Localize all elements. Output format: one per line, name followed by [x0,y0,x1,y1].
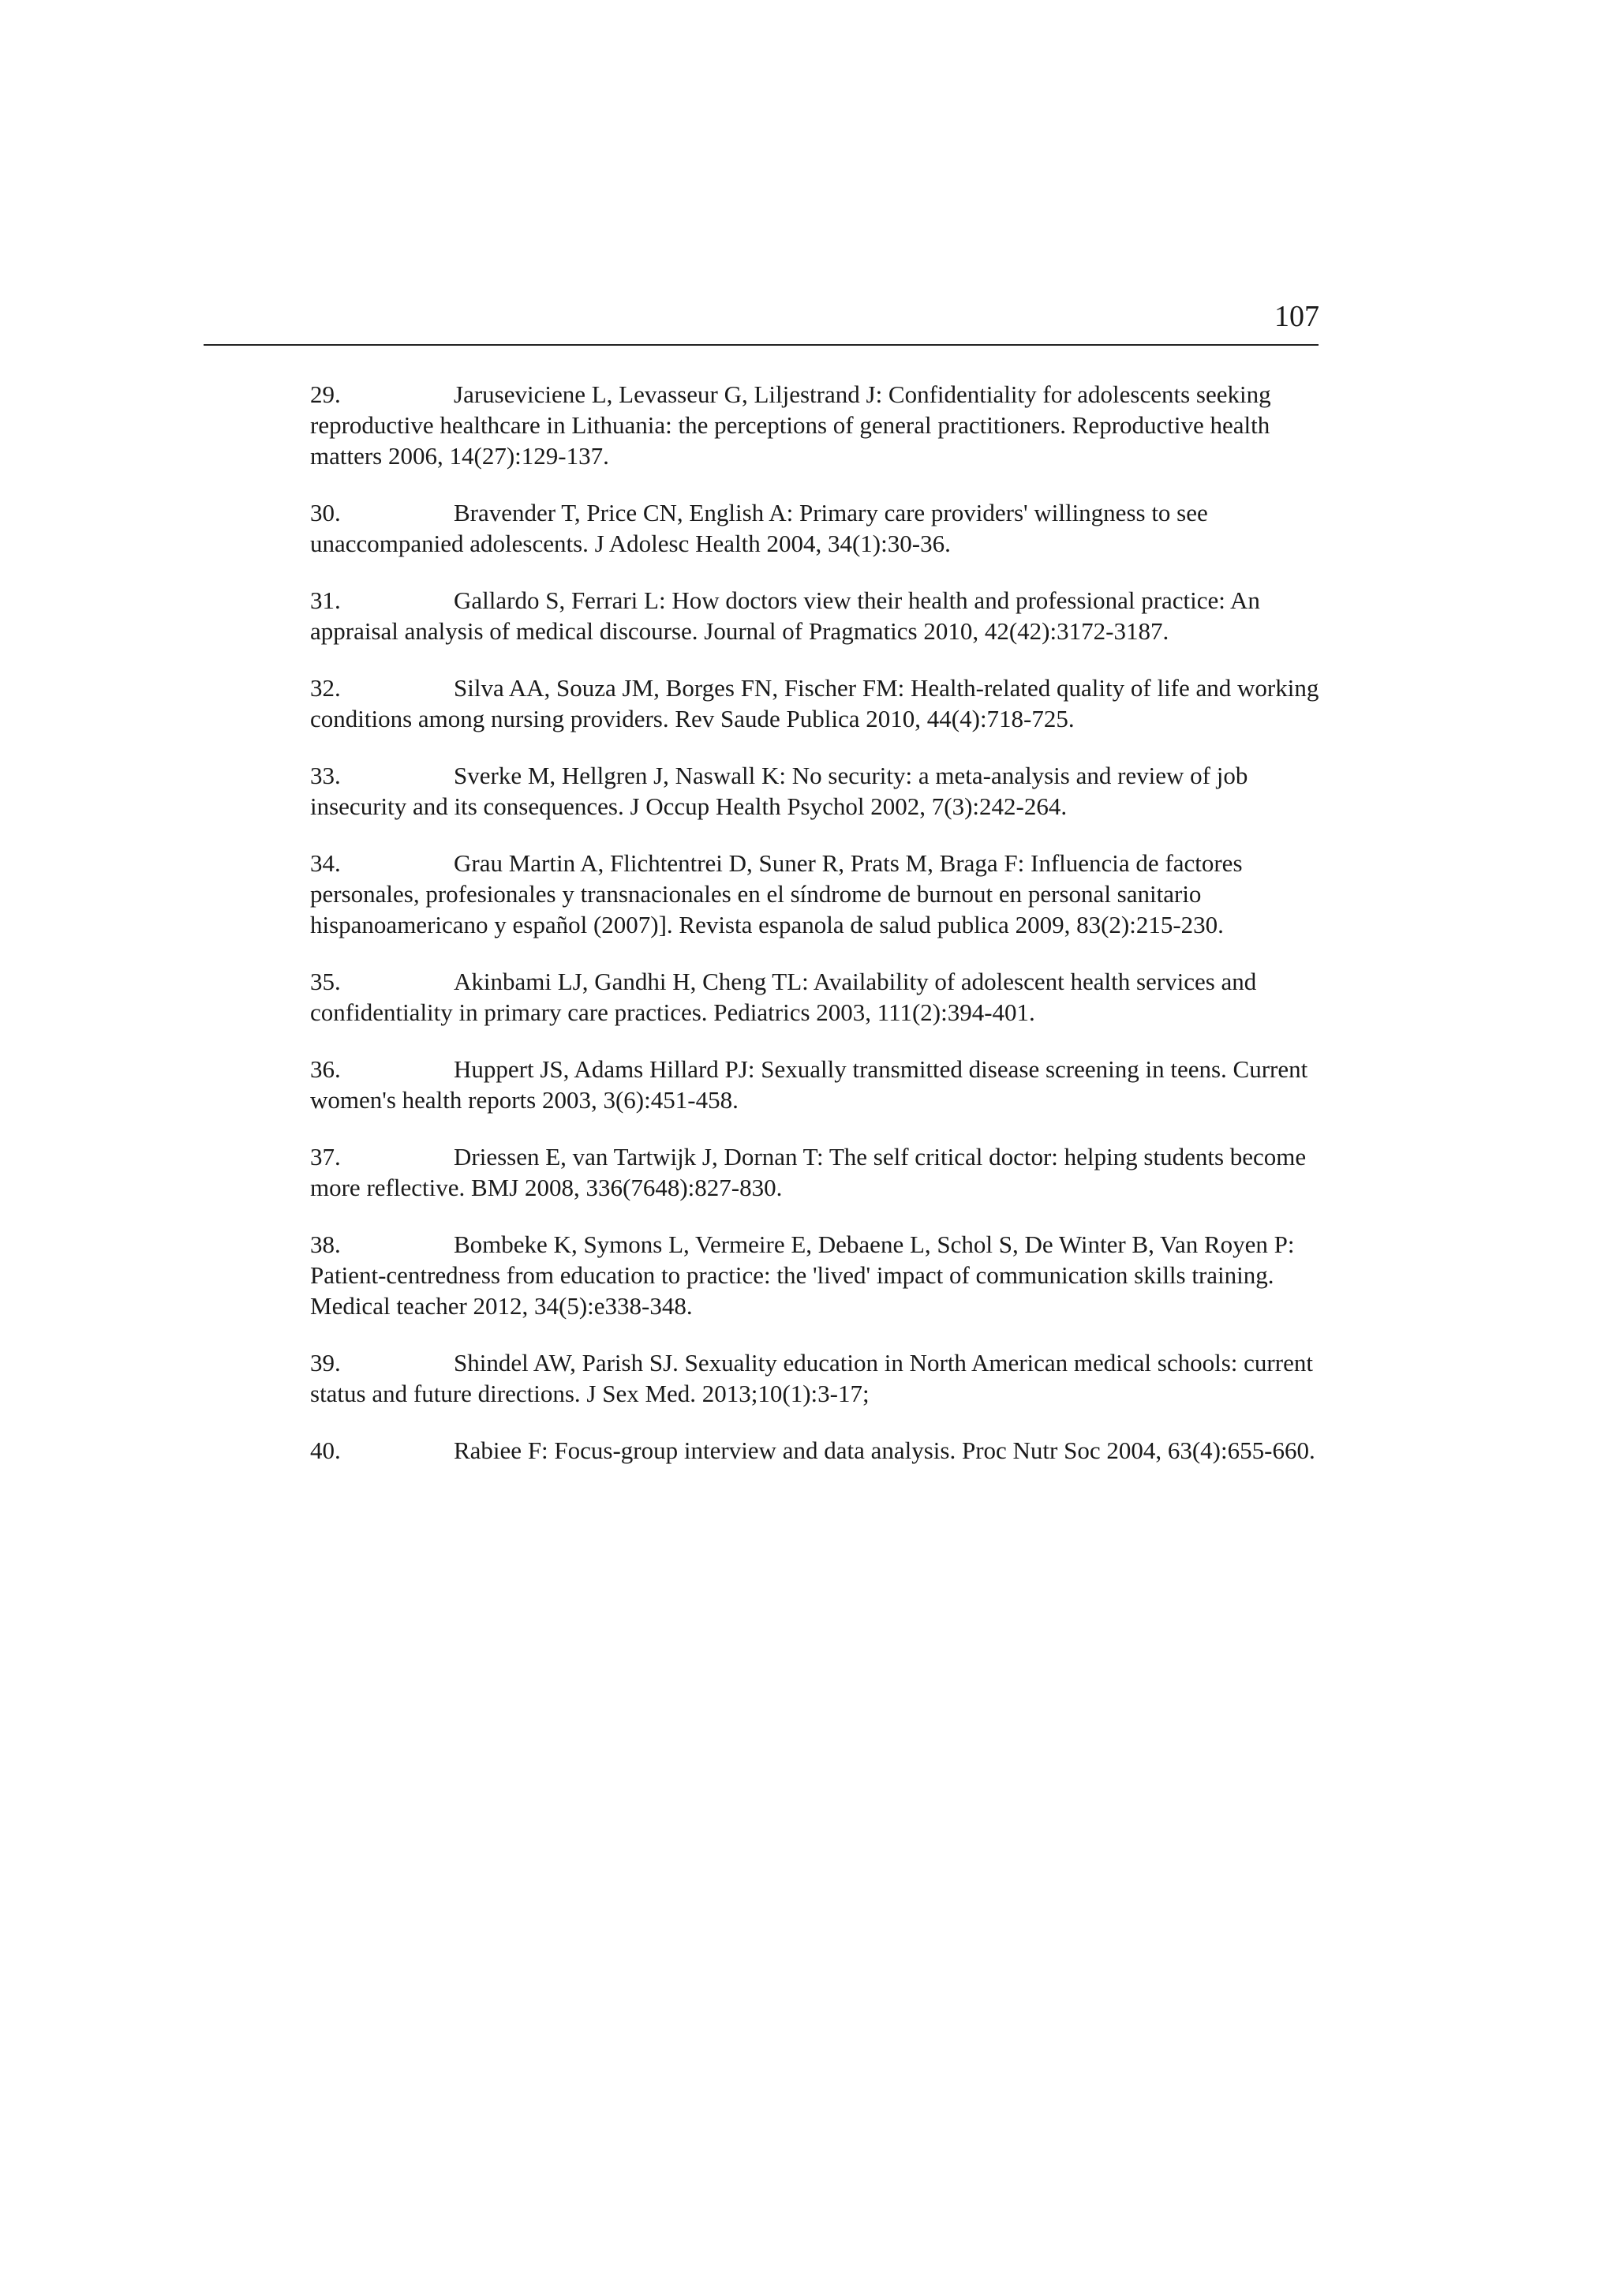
reference-item [310,760,1320,822]
reference-number: 37. [310,1143,341,1170]
reference-item [310,672,1320,734]
reference-number: 30. [310,499,341,526]
reference-number: 33. [310,762,341,789]
reference-text: Silva AA, Souza JM, Borges FN, Fischer FM: Health-related quality of life and working conditions among nursing providers. Rev Saude Publica 2010, 44(4):718-725. [310,674,1319,732]
reference-text: Shindel AW, Parish SJ. Sexuality education in North American medical schools: current status and future directions. J Sex Med. 2013;10(1):3-17; [310,1349,1313,1407]
reference-number: 36. [310,1055,341,1083]
reference-number: 32. [310,674,341,702]
reference-item [310,497,1320,559]
reference-item [310,1141,1320,1203]
reference-number: 31. [310,586,341,614]
reference-number: 35. [310,968,341,995]
reference-item [310,379,1320,471]
reference-item [310,1435,1320,1466]
reference-item [310,1347,1320,1409]
reference-text: Rabiee F: Focus-group interview and data analysis. Proc Nutr Soc 2004, 63(4):655-660. [454,1436,1315,1464]
reference-text: Sverke M, Hellgren J, Naswall K: No security: a meta-analysis and review of job insecurity and its consequences. J Occup Health Psychol 2002, 7(3):242-264. [310,762,1248,820]
reference-text: Gallardo S, Ferrari L: How doctors view their health and professional practice: An appraisal analysis of medical discourse. Journal of Pragmatics 2010, 42(42):3172-3187. [310,586,1260,645]
reference-item [310,1229,1320,1321]
reference-item [310,585,1320,646]
reference-number: 40. [310,1436,341,1464]
reference-text: Huppert JS, Adams Hillard PJ: Sexually transmitted disease screening in teens. Current women's health reports 2003, 3(6):451-458. [310,1055,1308,1114]
reference-text: Bombeke K, Symons L, Vermeire E, Debaene L, Schol S, De Winter B, Van Royen P: Patient-centredness from education to practice: the 'lived' impact of communication skills training. Medical teacher 2012, 34(5):e338-348. [310,1230,1295,1320]
reference-text: Akinbami LJ, Gandhi H, Cheng TL: Availability of adolescent health services and confidentiality in primary care practices. Pediatrics 2003, 111(2):394-401. [310,968,1257,1026]
page-number: 107 [1274,300,1319,333]
reference-text: Grau Martin A, Flichtentrei D, Suner R, Prats M, Braga F: Influencia de factores personales, profesionales y transnacionales en el síndrome de burnout en personal sanitario hispanoamericano y español (2007)]. Revista espanola de salud publica 2009, 83(2):215-230. [310,849,1243,938]
header-rule [204,344,1319,346]
reference-list [310,379,1320,1492]
reference-item [310,966,1320,1028]
reference-text: Jaruseviciene L, Levasseur G, Liljestrand J: Confidentiality for adolescents seeking reproductive healthcare in Lithuania: the perceptions of general practitioners. Reproductive health matters 2006, 14(27):129-137. [310,380,1271,470]
reference-item [310,848,1320,940]
reference-item [310,1054,1320,1115]
reference-text: Driessen E, van Tartwijk J, Dornan T: The self critical doctor: helping students become more reflective. BMJ 2008, 336(7648):827-830. [310,1143,1307,1201]
reference-number: 39. [310,1349,341,1376]
reference-number: 29. [310,380,341,408]
reference-number: 38. [310,1230,341,1258]
reference-number: 34. [310,849,341,877]
reference-text: Bravender T, Price CN, English A: Primary care providers' willingness to see unaccompanied adolescents. J Adolesc Health 2004, 34(1):30-36. [310,499,1208,557]
